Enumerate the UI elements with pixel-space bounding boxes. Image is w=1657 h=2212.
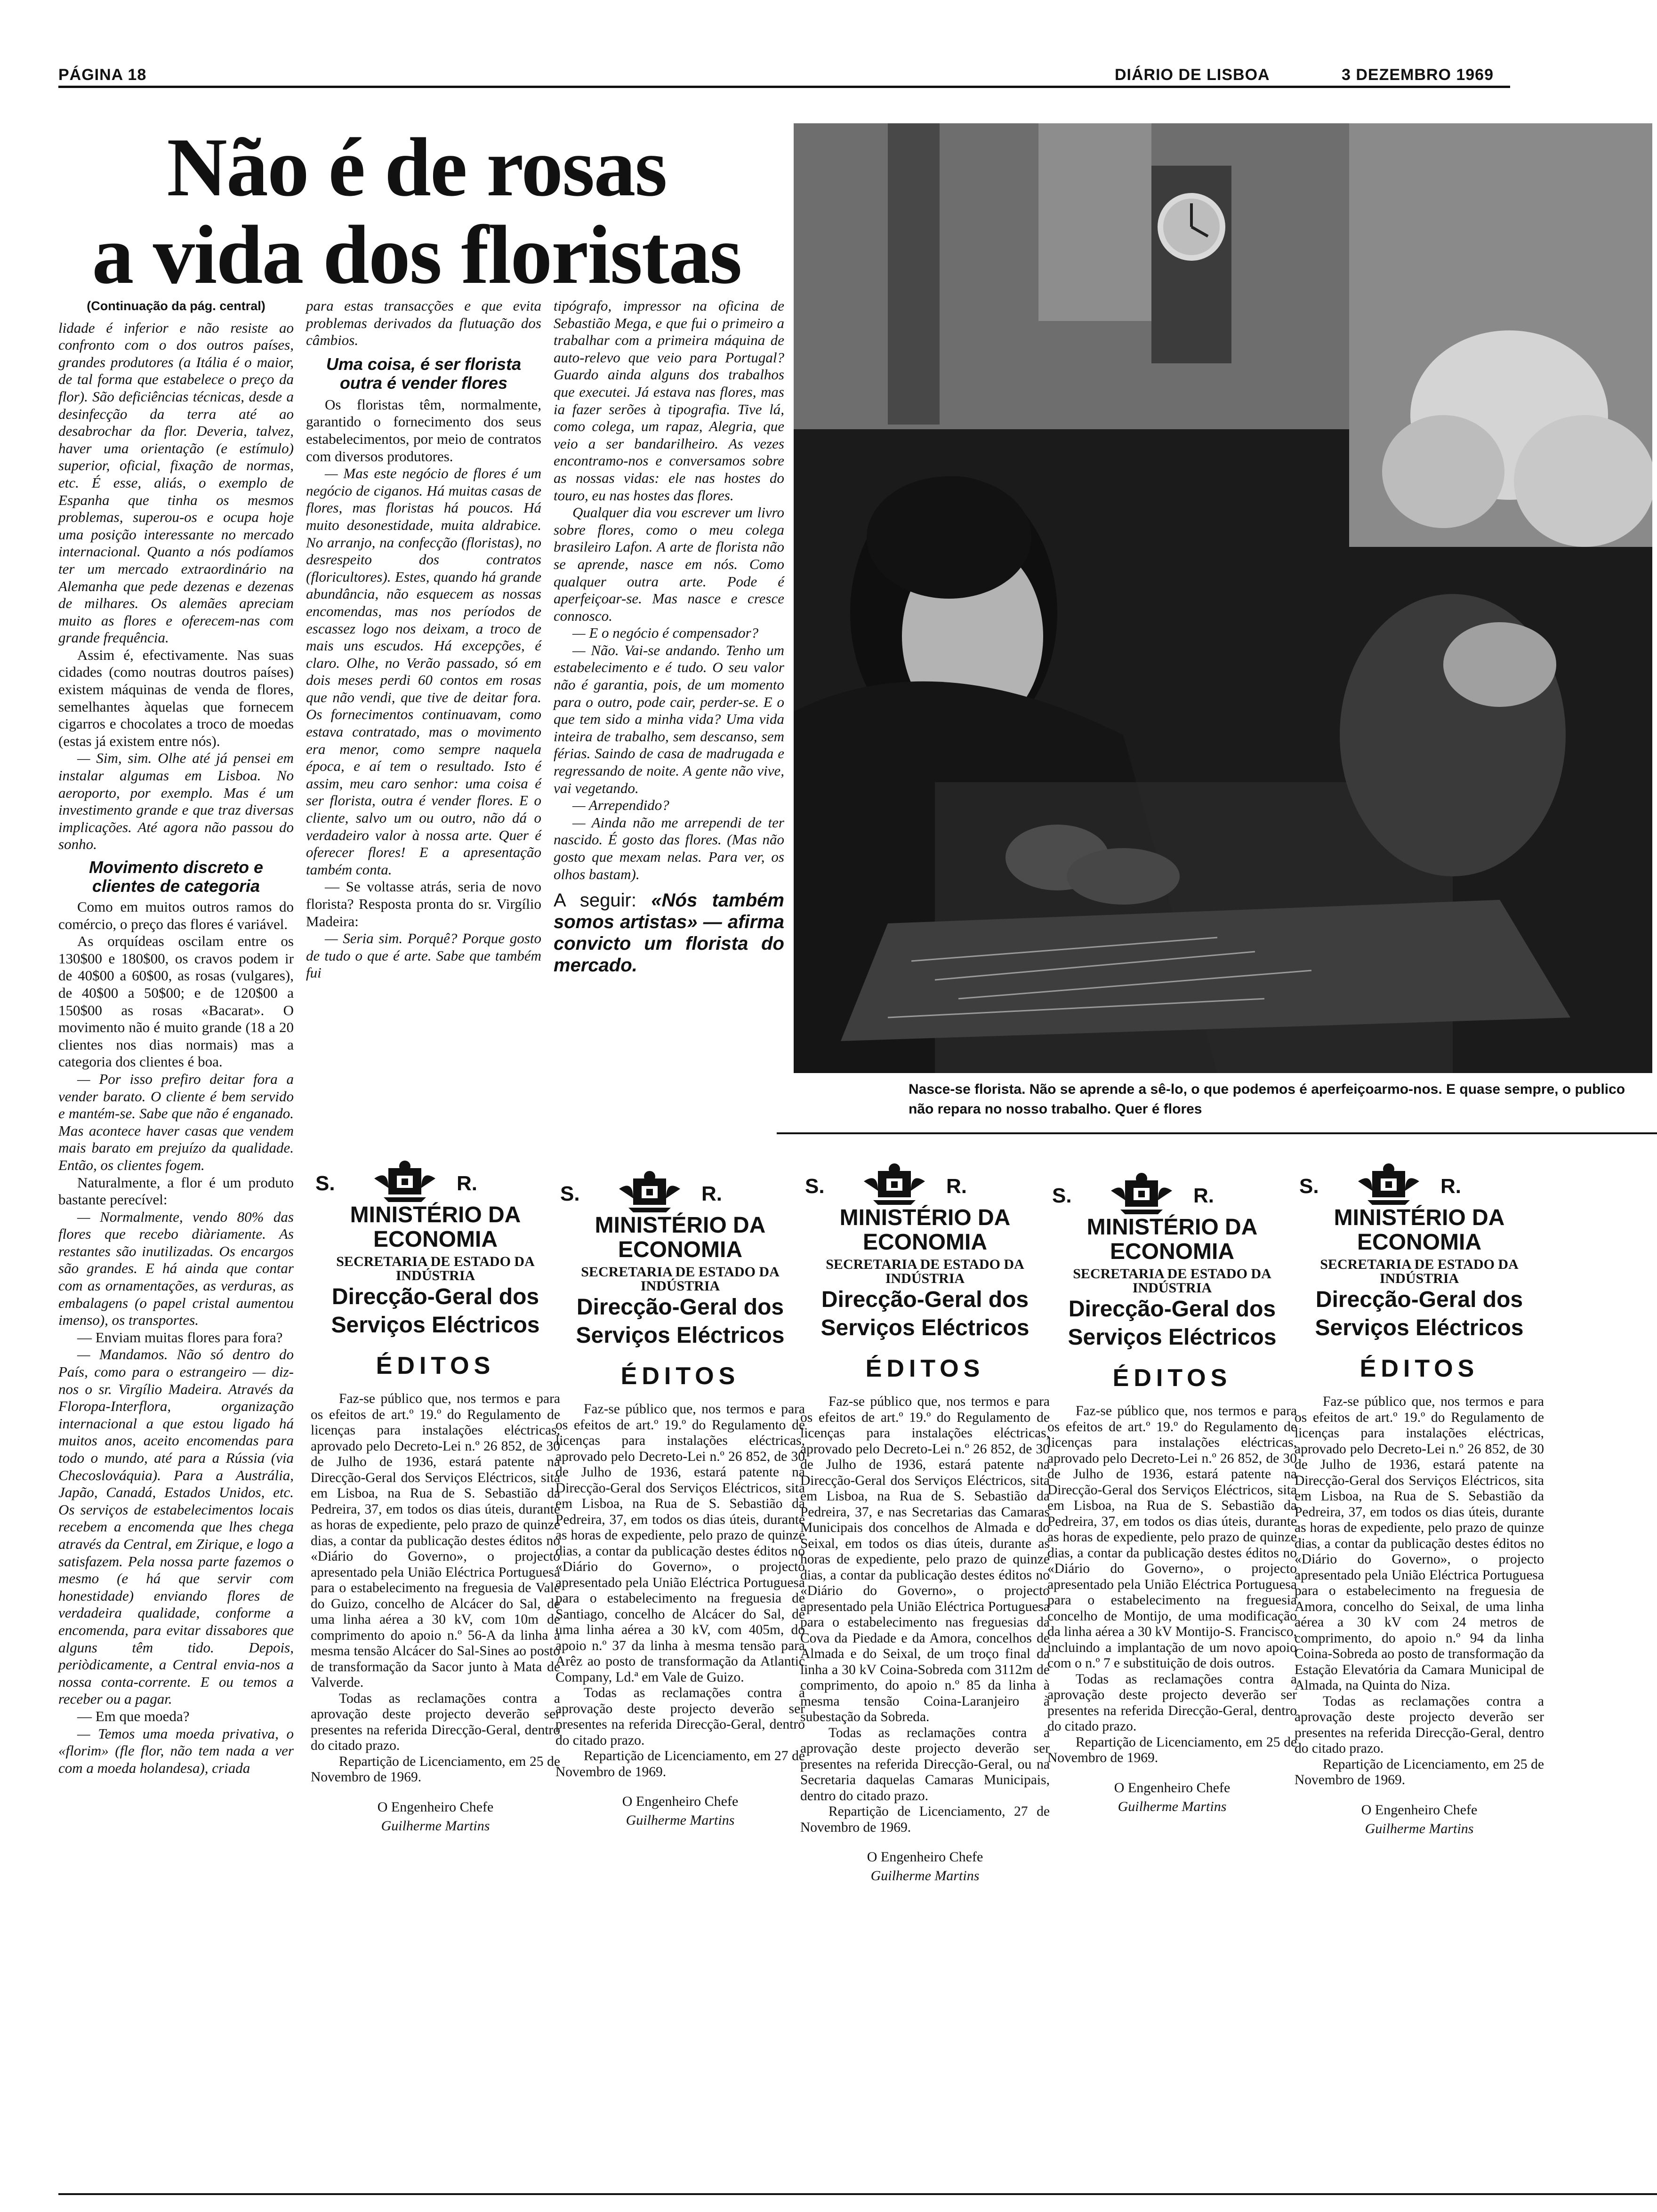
newspaper-name: DIÁRIO DE LISBOA	[1115, 66, 1270, 84]
emblem-letter-r: R.	[1193, 1184, 1214, 1207]
edicts-title: ÉDITOS	[376, 1352, 495, 1379]
edict-body	[555, 1402, 805, 1780]
edict-signature	[1295, 1801, 1544, 1838]
edict-paragraph: Faz-se público que, nos termos e para os efeitos de art.º 19.º do Regulamento de licenças para instalações eléctricas, aprovado pelo Decreto-Lei n.º 26 852, de 30 de Julho de 1936, estará patente na Direcção-Geral dos Serviços Eléctricos, sita em Lisboa, na Rua de S. Sebastião da Pedreira, 37, em todos os dias úteis, durante as horas de expediente, pelo prazo de quinze dias, a contar da publicação destes éditos no «Diário do Governo», o projecto apresentado pela União Eléctrica Portuguesa para o estabelecimento na freguesia concelho de Montijo, de uma modificação da linha aérea a 30 kV Montijo-S. Francisco, incluindo a implantação de um novo apoio com o n.º 7 e substituição de dois outros.	[1047, 1403, 1297, 1671]
paragraph: As orquídeas oscilam entre os 130$00 e 180$00, os cravos podem ir de 40$00 a 60$00, as rosas (vulgares), de 40$00 a 50$00; e de 120$00 a 150$00 as rosas «Bacarat». O movimento não é muito grande (18 a 20 clientes nos dias normais) mas a categoria dos clientes é boa.	[58, 933, 294, 1070]
paragraph: — Seria sim. Porquê? Porque gosto de tudo o que é arte. Sabe que também fui	[306, 930, 541, 981]
signer-title: O Engenheiro Chefe	[377, 1799, 494, 1815]
edict-paragraph: Faz-se público que, nos termos e para os efeitos de art.º 19.º do Regulamento de licenças para instalações eléctricas, aprovado pelo Decreto-Lei n.º 26 852, de 30 de Julho de 1936, estará patente na Direcção-Geral dos Serviços Eléctricos, sita em Lisboa, na Rua de S. Sebastião da Pedreira, 37, e nas Secretarias das Camaras Municipais dos concelhos de Almada e do Seixal, em todos os dias úteis, durante as horas de expediente, pelo prazo de quinze dias, a contar da publicação destes éditos no «Diário do Governo», o projecto apresentado pela União Eléctrica Portuguesa para o estabelecimento nas freguesias da Cova da Piedade e da Amora, concelhos de Almada e do Seixal, de um troço final da linha a 30 kV Coina-Sobreda com 3112m de comprimento, do apoio n.º 85 da linha à mesma tensão Coina-Laranjeiro à subestação da Sobreda.	[800, 1394, 1050, 1724]
edicts-title: ÉDITOS	[1359, 1355, 1479, 1382]
ministry-title: MINISTÉRIO DA ECONOMIA	[1086, 1215, 1258, 1264]
coat-of-arms-icon	[1111, 1172, 1172, 1215]
next-title: «Nós também somos artistas» — afirma convicto um florista do mercado.	[554, 890, 784, 976]
emblem-letter-r: R.	[701, 1182, 722, 1205]
paragraph: Os floristas têm, normalmente, garantido o fornecimento dos seus estabelecimentos, por meio de contratos com diversos produtores.	[306, 396, 541, 465]
subheading: Movimento discreto e clientes de categoria	[88, 858, 264, 896]
paragraph: — Sim, sim. Olhe até já pensei em instalar algumas em Lisboa. No aeroporto, por exemplo. Mas é um investimento grande e que traz diversas implicações. Até agora não passou do sonho.	[58, 750, 294, 853]
paragraph: — Normalmente, vendo 80% das flores que recebo diàriamente. As restantes são inutilizadas. Os encargos são grandes. E há ainda que contar com as ornamentações, as verduras, as embalagens (o papel cristal aumentou imenso), os transportes.	[58, 1208, 294, 1329]
edict-signature	[800, 1848, 1050, 1885]
headline-line-2: a vida dos floristas	[92, 208, 741, 301]
signer-name: Guilherme Martins	[626, 1812, 735, 1828]
page-number: PÁGINA 18	[58, 66, 147, 84]
header-rule	[58, 86, 1510, 88]
signer-name: Guilherme Martins	[870, 1868, 980, 1883]
edict-paragraph: Repartição de Licenciamento, em 25 de Novembro de 1969.	[311, 1754, 560, 1785]
secretariat-title: SECRETARIA DE ESTADO DA INDÚSTRIA	[1320, 1257, 1519, 1286]
paragraph: para estas transacções e que evita problemas derivados da flutuação dos câmbios.	[306, 297, 541, 349]
paragraph: — Em que moeda?	[77, 1707, 190, 1724]
edicts-title: ÉDITOS	[620, 1362, 740, 1390]
edict-signature	[1047, 1779, 1297, 1816]
edict-paragraph: Repartição de Licenciamento, em 25 de Novembro de 1969.	[1047, 1734, 1297, 1765]
paragraph: — Por isso prefiro deitar fora a vender barato. O cliente é bem servido e mantém-se. Sabe que não é enganado. Mas acontece haver casas que vendem mais barato em prejuízo da qualidade. Então, os clientes fogem.	[58, 1070, 294, 1173]
edict-paragraph: Todas as reclamações contra a aprovação deste projecto deverão ser presentes na referida Direcção-Geral, dentro do citado prazo.	[1047, 1671, 1297, 1734]
headline-line-1: Não é de rosas	[167, 120, 667, 214]
edict-paragraph: Todas as reclamações contra a aprovação deste projecto deverão ser presentes na referida Direcção-Geral, dentro do citado prazo.	[311, 1691, 560, 1753]
next-article-teaser	[554, 890, 784, 976]
edict-body	[1047, 1403, 1297, 1766]
signer-title: O Engenheiro Chefe	[867, 1849, 983, 1865]
signer-name: Guilherme Martins	[1118, 1798, 1227, 1814]
coat-of-arms-icon	[864, 1162, 925, 1206]
issue-date: 3 DEZEMBRO 1969	[1342, 66, 1494, 84]
paragraph: — Ainda não me arrependi de ter nascido. É gosto das flores. (Mas não gosto que mexam nelas. Para ver, os olhos bastam).	[554, 814, 784, 882]
signer-title: O Engenheiro Chefe	[622, 1794, 739, 1809]
paragraph: — Mandamos. Não só dentro do País, como para o estrangeiro — diz-nos o sr. Virgílio Madeira. Através da Floropa-Interflora, organização internacional a que estou ligado há muitos anos, aceito encomendas para todo o mundo, até para a Rússia (via Checoslováquia). Para a Austrália, Japão, Canadá, Estados Unidos, etc. Os serviços de estabelecimentos locais recebem a encomenda que lhes chega através da Central, em Zirique, e logo a satisfazem. Pela nossa parte fazemos o mesmo (e há que servir com honestidade) enviando flores de verdadeira qualidade, conforme a encomenda, para evitar dissabores que alguns têm tido. Depois, periòdicamente, a Central envia-nos a nossa conta-corrente. E ou temos a receber ou a pagar.	[58, 1346, 294, 1707]
edict-paragraph: Todas as reclamações contra a aprovação deste projecto deverão ser presentes na referida Direcção-Geral, ou na Secretaria daquelas Camaras Municipais, dentro do citado prazo.	[800, 1725, 1050, 1803]
edict-paragraph: Repartição de Licenciamento, em 27 de Novembro de 1969.	[555, 1748, 805, 1779]
emblem-letter-s: S.	[560, 1182, 580, 1205]
florist-photo-illustration	[794, 123, 1652, 1073]
edict-notice	[1047, 1172, 1297, 1816]
ministry-title: MINISTÉRIO DA ECONOMIA	[595, 1213, 766, 1262]
edicts-title: ÉDITOS	[1112, 1364, 1232, 1392]
ministry-title: MINISTÉRIO DA ECONOMIA	[1334, 1205, 1505, 1255]
edict-signature	[555, 1792, 805, 1830]
secretariat-title: SECRETARIA DE ESTADO DA INDÚSTRIA	[826, 1257, 1024, 1286]
edict-signature	[311, 1798, 560, 1835]
emblem-letter-r: R.	[457, 1172, 477, 1195]
coat-of-arms-header	[1047, 1172, 1297, 1215]
article-column-3	[554, 297, 784, 976]
edict-paragraph: Faz-se público que, nos termos e para os efeitos de art.º 19.º do Regulamento de licenças para instalações eléctricas, aprovado pelo Decreto-Lei n.º 26 852, de 30 de Julho de 1936, estará patente na Direcção-Geral dos Serviços Eléctricos, sita em Lisboa, na Rua de S. Sebastião da Pedreira, 37, em todos os dias úteis, durante as horas de expediente, pelo prazo de quinze dias, a contar da publicação destes éditos no «Diário do Governo», o projecto apresentado pela União Eléctrica Portuguesa para o estabelecimento na freguesia de Santiago, concelho de Alcácer do Sal, de uma linha aérea a 30 kV, com 405m, do apoio n.º 37 da linha à mesma tensão para Arêz ao posto de transformação da Atlantic Company, Ld.ª em Vale de Guizo.	[555, 1402, 805, 1685]
signer-name: Guilherme Martins	[381, 1818, 490, 1834]
edict-body	[1295, 1394, 1544, 1788]
paragraph: Qualquer dia vou escrever um livro sobre flores, como o meu colega brasileiro Lafon. A arte de florista não se aprende, nasce em nós. Como qualquer outra arte. Pode é aperfeiçoar-se. Mas nasce e cresce connosco.	[554, 504, 784, 624]
directorate-title: Direcção-Geral dos Serviços Eléctricos	[1315, 1287, 1524, 1340]
paragraph: Como em muitos outros ramos do comércio, o preço das flores é variável.	[58, 898, 294, 932]
paragraph: lidade é inferior e não resiste ao confronto com o dos outros países, grandes produtores (a Itália é o maior, de tal forma que estabelece o preço da flor). São deficiências técnicas, desde a desinfecção da terra até ao desabrochar da flor. Deveria, talvez, haver uma orientação (e estímulo) superior, oficial, fixação de normas, etc. É esse, aliás, o exemplo de Espanha que tinha os mesmos problemas, superou-os e ocupa hoje uma posição interessante no mercado internacional. Quanto a nós podíamos ter um mercado extraordinário na Alemanha que pede dezenas e dezenas de milhares. Os alemães apreciam muito as flores e oferecem-nas com grande frequência.	[58, 319, 294, 646]
paragraph: — Arrependido?	[572, 797, 669, 814]
coat-of-arms-header	[800, 1162, 1050, 1206]
bottom-rule	[58, 2193, 1657, 2195]
directorate-title: Direcção-Geral dos Serviços Eléctricos	[820, 1287, 1030, 1340]
coat-of-arms-icon	[374, 1160, 435, 1203]
secretariat-title: SECRETARIA DE ESTADO DA INDÚSTRIA	[581, 1264, 780, 1294]
subheading: Uma coisa, é ser florista outra é vender flores	[326, 354, 522, 393]
photo-caption: Nasce-se florista. Não se aprende a sê-lo, o que podemos é aperfeiçoarmo-nos. E quase sempre, o publico não repara no nosso trabalho. Quer é flores	[909, 1082, 1625, 1117]
edict-notice	[311, 1160, 560, 1835]
edict-paragraph: Faz-se público que, nos termos e para os efeitos de art.º 19.º do Regulamento de licenças para instalações eléctricas, aprovado pelo Decreto-Lei n.º 26 852, de 30 de Julho de 1936, estará patente na Direcção-Geral dos Serviços Eléctricos, sita em Lisboa, na Rua de S. Sebastião da Pedreira, 37, em todos os dias úteis, durante as horas de expediente, pelo prazo de quinze dias, a contar da publicação destes éditos no «Diário do Governo», o projecto apresentado pela União Eléctrica Portuguesa para o estabelecimento na freguesia de Vale do Guizo, concelho de Alcácer do Sal, de uma linha aérea a 30 kV, com 10m de comprimento do apoio n.º 56-A da linha à mesma tensão Alcácer do Sal-Sines ao posto de transformação da Sacor junto à Mata de Valverde.	[311, 1391, 560, 1690]
signer-title: O Engenheiro Chefe	[1361, 1802, 1478, 1818]
florist-photo	[794, 123, 1652, 1073]
paragraph: — Não. Vai-se andando. Tenho um estabelecimento e é tudo. O seu valor não é garantia, pois, de um momento para o outro, pode cair, perder-se. E o que tem sido a minha vida? Uma vida inteira de trabalho, sem descanso, sem férias. Saindo de casa de madrugada e regressando de noite. A gente não vive, vai vegetando.	[554, 641, 784, 796]
coat-of-arms-header	[311, 1160, 560, 1203]
coat-of-arms-header	[555, 1170, 805, 1213]
edict-notice	[800, 1162, 1050, 1885]
edict-body	[311, 1391, 560, 1786]
paragraph: Assim é, efectivamente. Nas suas cidades (como noutras doutros países) existem máquinas de venda de flores, semelhantes àquelas que fornecem cigarros e chocolates a troco de moedas (estas já existem entre nós).	[58, 646, 294, 749]
paragraph: Naturalmente, a flor é um produto bastante perecível:	[58, 1174, 294, 1208]
article-column-2	[306, 297, 541, 982]
edict-paragraph: Faz-se público que, nos termos e para os efeitos de art.º 19.º do Regulamento de licenças para instalações eléctricas, aprovado pelo Decreto-Lei n.º 26 852, de 30 de Julho de 1936, estará patente na Direcção-Geral dos Serviços Eléctricos, sita em Lisboa, na Rua de S. Sebastião da Pedreira, 37, em todos os dias úteis, durante as horas de expediente, pelo prazo de quinze dias, a contar da publicação destes éditos no «Diário do Governo», o projecto apresentado pela União Eléctrica Portuguesa para o estabelecimento na freguesia de Amora, concelho do Seixal, de uma linha aérea a 30 kV com 24 metros de comprimento, do apoio n.º 94 da linha Coina-Sobreda ao posto de transformação da Estação Elevatória da Camara Municipal de Almada, na Quinta do Niza.	[1295, 1394, 1544, 1693]
edict-paragraph: Repartição de Licenciamento, 27 de Novembro de 1969.	[800, 1804, 1050, 1835]
secretariat-title: SECRETARIA DE ESTADO DA INDÚSTRIA	[336, 1254, 535, 1283]
next-label: A seguir:	[554, 890, 636, 911]
signer-title: O Engenheiro Chefe	[1114, 1779, 1231, 1795]
continuation-note: (Continuação da pág. central)	[87, 299, 265, 313]
emblem-letter-s: S.	[315, 1172, 335, 1195]
directorate-title: Direcção-Geral dos Serviços Eléctricos	[576, 1295, 785, 1348]
edict-notice	[1295, 1162, 1544, 1838]
section-divider	[777, 1132, 1657, 1134]
coat-of-arms-icon	[1358, 1162, 1419, 1206]
edict-paragraph: Repartição de Licenciamento, em 25 de Novembro de 1969.	[1295, 1756, 1544, 1787]
edict-notice	[555, 1170, 805, 1830]
article-column-1	[58, 297, 294, 1777]
edict-body	[800, 1394, 1050, 1835]
paragraph: tipógrafo, impressor na oficina de Sebastião Mega, e que fui o primeiro a trabalhar com a primeira máquina de auto-relevo que veio para Portugal? Guardo ainda alguns dos trabalhos que executei. Já estava nas flores, mas ia fazer serões à tipografia. Tive lá, como colega, um rapaz, Alegria, que veio a ser bandarilheiro. As vezes encontramo-nos e conversamos sobre as nossas vidas: ele nas hostes do touro, eu nas hostes das flores.	[554, 297, 784, 504]
ministry-title: MINISTÉRIO DA ECONOMIA	[350, 1202, 521, 1252]
paragraph: — E o negócio é compensador?	[572, 625, 759, 641]
edict-paragraph: Todas as reclamações contra a aprovação deste projecto deverão ser presentes na referida Direcção-Geral, dentro do citado prazo.	[1295, 1693, 1544, 1756]
emblem-letter-r: R.	[946, 1175, 967, 1198]
paragraph: — Temos uma moeda privativa, o «florim» (fle flor, não tem nada a ver com a moeda holandesa), criada	[58, 1725, 294, 1776]
paragraph: — Mas este negócio de flores é um negócio de ciganos. Há muitas casas de flores, mas floristas há poucos. Há muito desonestidade, muita aldrabice. No arranjo, na confecção (floristas), no desrespeito dos contratos (floricultores). Estes, quando há grande abundância, não esquecem as nossas encomendas, mas nos períodos de escassez logo nos deixam, a troco de mais uns escudos. Há excepções, é claro. Olhe, no Verão passado, só em dois meses perdi 60 contos em rosas que não vendi, que tive de deitar fora. Os fornecimentos continuavam, como estava contratado, mas o movimento era menor, como sempre naquela época, e aí tem o resultado. Isto é assim, meu caro senhor: uma coisa é ser florista, outra é vender flores. E o cliente, salvo um ou outro, não dá o verdadeiro valor à nossa arte. Quer é oferecer flores! E a apresentação também conta.	[306, 465, 541, 878]
emblem-letter-s: S.	[805, 1175, 825, 1198]
signer-name: Guilherme Martins	[1365, 1820, 1474, 1836]
edict-paragraph: Todas as reclamações contra a aprovação deste projecto deverão ser presentes na referida Direcção-Geral, dentro do citado prazo.	[555, 1685, 805, 1748]
emblem-letter-s: S.	[1052, 1184, 1072, 1207]
ministry-title: MINISTÉRIO DA ECONOMIA	[839, 1205, 1011, 1255]
paragraph: — Se voltasse atrás, seria de novo florista? Resposta pronta do sr. Virgílio Madeira:	[306, 878, 541, 930]
coat-of-arms-header	[1295, 1162, 1544, 1206]
directorate-title: Direcção-Geral dos Serviços Eléctricos	[331, 1284, 540, 1338]
emblem-letter-r: R.	[1440, 1175, 1461, 1198]
coat-of-arms-icon	[619, 1170, 680, 1213]
paragraph: — Enviam muitas flores para fora?	[77, 1329, 283, 1346]
secretariat-title: SECRETARIA DE ESTADO DA INDÚSTRIA	[1073, 1266, 1271, 1296]
directorate-title: Direcção-Geral dos Serviços Eléctricos	[1068, 1297, 1277, 1350]
edicts-title: ÉDITOS	[865, 1355, 985, 1382]
emblem-letter-s: S.	[1299, 1175, 1319, 1198]
